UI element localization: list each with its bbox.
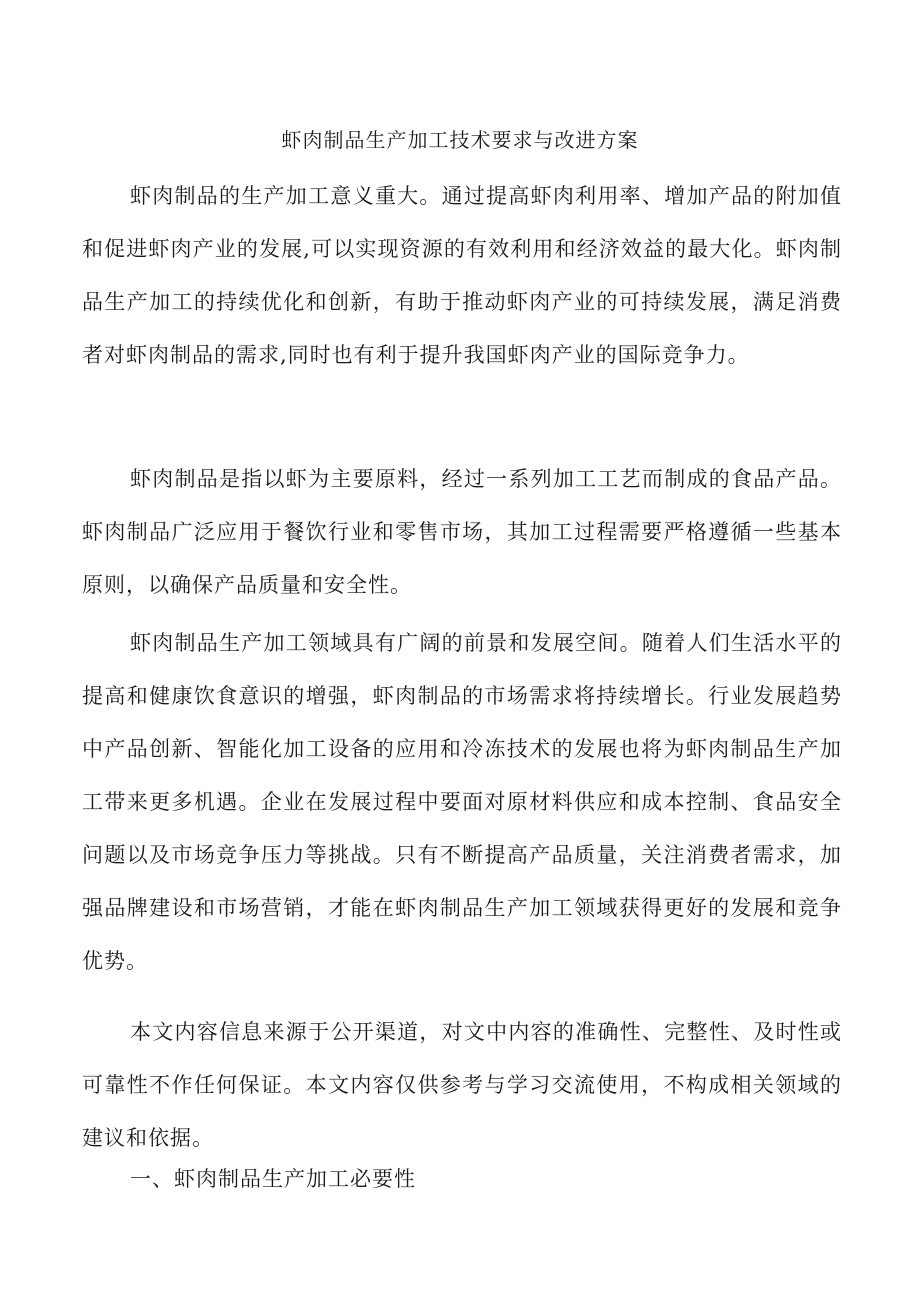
paragraph-prospects: 虾肉制品生产加工领域具有广阔的前景和发展空间。随着人们生活水平的提高和健康饮食意识的增强，虾肉制品的市场需求将持续增长。行业发展趋势中产品创新、智能化加工设备的应用和冷冻技术的发展也将为虾肉制品生产加工带来更多机遇。企业在发展过程中要面对原材料供应和成本控制、食品安全问题以及市场竞争压力等挑战。只有不断提高产品质量，关注消费者需求，加强品牌建设和市场营销，才能在虾肉制品生产加工领域获得更好的发展和竞争优势。 [82,631,842,973]
paragraph-significance: 虾肉制品的生产加工意义重大。通过提高虾肉利用率、增加产品的附加值和促进虾肉产业的发展,可以实现资源的有效利用和经济效益的最大化。虾肉制品生产加工的持续优化和创新，有助于推动虾肉产业的可持续发展，满足消费者对虾肉制品的需求,同时也有利于提升我国虾肉产业的国际竞争力。 [82,184,842,367]
paragraph-disclaimer: 本文内容信息来源于公开渠道，对文中内容的准确性、完整性、及时性或可靠性不作任何保证。本文内容仅供参考与学习交流使用，不构成相关领域的建议和依据。 [82,1020,842,1150]
document-title: 虾肉制品生产加工技术要求与改进方案 [281,128,639,152]
paragraph-definition: 虾肉制品是指以虾为主要原料，经过一系列加工工艺而制成的食品产品。虾肉制品广泛应用于餐饮行业和零售市场，其加工过程需要严格遵循一些基本原则，以确保产品质量和安全性。 [82,467,842,597]
section-heading: 一、虾肉制品生产加工必要性 [130,1167,416,1191]
